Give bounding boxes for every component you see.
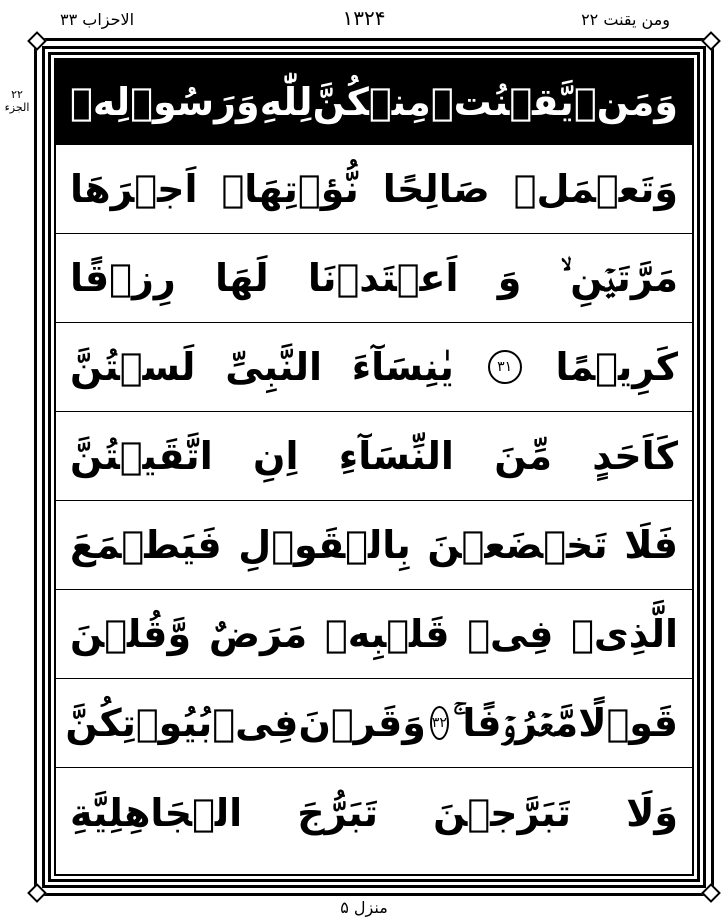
verse-word: الۡجَاهِلِیَّةِ xyxy=(70,790,243,835)
verse-word: وَ xyxy=(497,256,522,300)
verse-word: بِالۡقَوۡلِ xyxy=(238,523,411,567)
verse-word: صَالِحًا xyxy=(382,167,490,211)
verse-word: مَرَضٌ xyxy=(208,612,308,656)
verse-word: النَّبِیِّ xyxy=(225,345,322,389)
juz-number: ۲۲ xyxy=(11,88,23,101)
page-border xyxy=(34,38,714,896)
text-area xyxy=(54,58,694,876)
verse-word: بُیُوۡتِكُنَّ xyxy=(65,701,213,745)
verse-word: یَّقۡنُتۡ xyxy=(430,80,574,124)
verse-word: كَرِیۡمًا xyxy=(555,345,678,389)
verse-word: لَهَا xyxy=(215,256,269,300)
verse-line xyxy=(56,60,692,145)
verse-line xyxy=(56,323,692,412)
verse-word: وَمَنۡ xyxy=(573,80,678,124)
verse-word: اِنِ xyxy=(253,434,299,478)
manzil-marker: منزل ۵ xyxy=(340,898,388,917)
verse-word: اَعۡتَدۡنَا xyxy=(307,256,459,300)
verse-word: قَلۡبِهٖ xyxy=(324,612,450,656)
verse-word: مِّنَ xyxy=(494,434,552,478)
verse-word: وَّقُلۡنَ xyxy=(70,612,192,656)
verse-line xyxy=(56,412,692,501)
verse-line xyxy=(56,234,692,323)
verse-word: نُّؤۡتِهَاۤ xyxy=(221,167,359,211)
verse-word: لِلّٰهِ xyxy=(259,80,313,124)
verse-word: الَّذِیۡ xyxy=(571,612,678,656)
verse-word: كَاَحَدٍ xyxy=(592,434,678,478)
verse-line xyxy=(56,145,692,234)
verse-word: اَجۡرَهَا xyxy=(70,167,198,211)
verse-word: تَبَرَّجۡنَ xyxy=(433,790,571,835)
header-surah-juz-title: ومن یقنت ۲۲ xyxy=(581,10,670,29)
verse-word: مَّعۡرُوۡفًا ۚ xyxy=(452,701,579,745)
verse-line xyxy=(56,590,692,679)
juz-marker xyxy=(2,88,32,114)
verse-word: مِنۡكُنَّ xyxy=(312,80,431,124)
ayah-number-marker: ٣٢ xyxy=(430,706,449,740)
verse-word: تَخۡضَعۡنَ xyxy=(427,523,608,567)
verse-line xyxy=(56,768,692,857)
page-number: ۱۳۲۴ xyxy=(342,6,386,30)
verse-word: قَوۡلًا xyxy=(578,701,678,745)
verse-word: رِزۡقًا xyxy=(70,256,176,300)
verse-line xyxy=(56,679,692,768)
verse-lines xyxy=(56,60,692,874)
verse-word: مَرَّتَیۡنِ ۙ xyxy=(560,256,678,300)
verse-word: اتَّقَیۡتُنَّ xyxy=(70,434,213,478)
header-surah-name: الاحزاب ۳۳ xyxy=(60,10,135,29)
verse-word: النِّسَآءِ xyxy=(338,434,454,478)
verse-word: فِیۡ xyxy=(467,612,554,656)
verse-line xyxy=(56,501,692,590)
verse-word: فِیۡ xyxy=(212,701,299,745)
verse-word: لَسۡتُنَّ xyxy=(70,345,196,389)
verse-word: وَقَرۡنَ xyxy=(298,701,426,745)
verse-word: فَیَطۡمَعَ xyxy=(70,523,222,567)
verse-word: تَبَرُّجَ xyxy=(297,790,379,835)
verse-word: وَلَا xyxy=(626,790,678,835)
verse-word: فَلَا xyxy=(624,523,678,567)
juz-label: الجزء xyxy=(4,101,30,114)
verse-word: وَرَسُوۡلِهٖ xyxy=(70,80,260,124)
verse-word: یٰنِسَآءَ xyxy=(351,345,454,389)
ayah-number-marker: ٣١ xyxy=(488,350,522,384)
verse-word: وَتَعۡمَلۡ xyxy=(513,167,678,211)
